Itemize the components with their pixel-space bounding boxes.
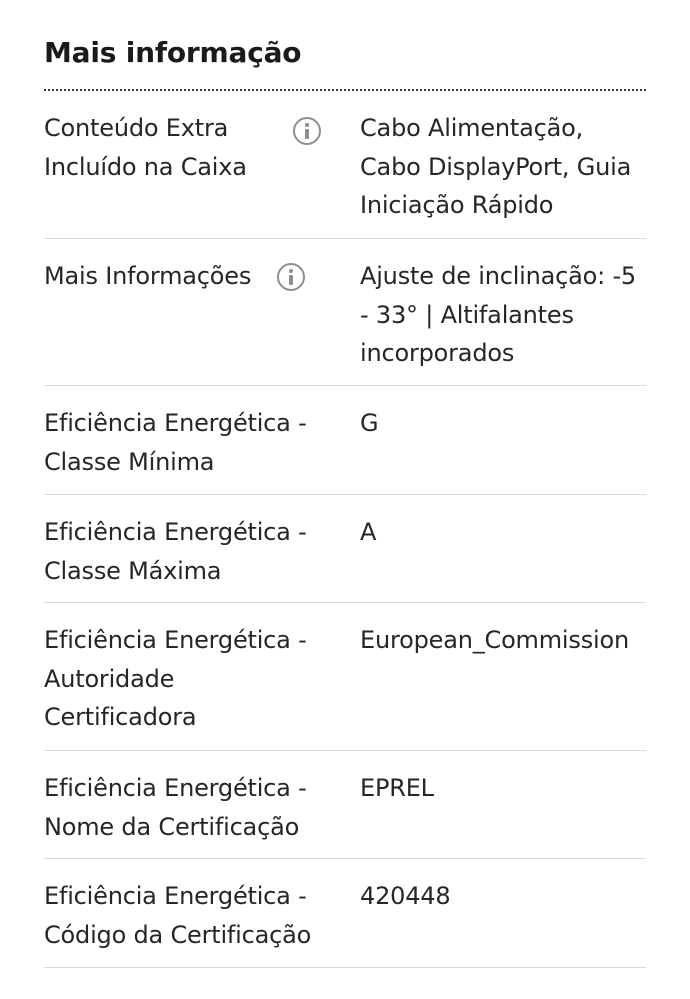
spec-row-energy-max-class <box>44 495 646 603</box>
info-icon[interactable] <box>293 117 321 145</box>
spec-value: EPREL <box>360 774 434 802</box>
spec-label: Mais Informações <box>44 262 252 290</box>
spec-value: Ajuste de inclinação: -5 - 33° | Altifalantes incorporados <box>360 262 636 367</box>
spec-row-more-info <box>44 239 646 386</box>
spec-row-energy-cert-name <box>44 751 646 859</box>
spec-row-energy-min-class <box>44 386 646 495</box>
spec-value: G <box>360 409 379 437</box>
spec-label: Eficiência Energética - Nome da Certificação <box>44 774 307 841</box>
spec-row-energy-authority <box>44 603 646 751</box>
spec-value: 420448 <box>360 882 451 910</box>
section-title: Mais informação <box>44 36 302 69</box>
spec-label: Eficiência Energética - Classe Mínima <box>44 409 307 476</box>
spec-label: Eficiência Energética - Classe Máxima <box>44 518 307 585</box>
spec-label: Conteúdo Extra Incluído na Caixa <box>44 114 247 181</box>
info-icon[interactable] <box>277 263 305 291</box>
spec-row-energy-cert-code <box>44 859 646 968</box>
spec-value: A <box>360 518 377 546</box>
spec-label: Eficiência Energética - Código da Certificação <box>44 882 312 949</box>
spec-label: Eficiência Energética - Autoridade Certificadora <box>44 626 307 731</box>
spec-value: European_Commission <box>360 626 629 654</box>
spec-value: Cabo Alimentação, Cabo DisplayPort, Guia Iniciação Rápido <box>360 114 632 219</box>
spec-row-extra-content <box>44 91 646 239</box>
